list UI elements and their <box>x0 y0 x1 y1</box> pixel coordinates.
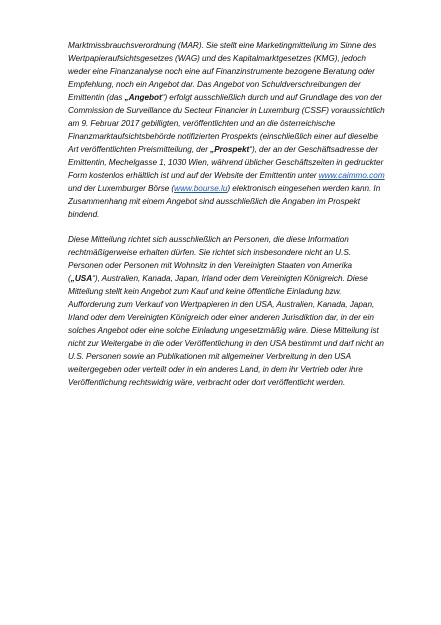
angebot-term: „Angebot <box>124 93 162 102</box>
paragraph-text: “), der an der Geschäftsadresse der Emittentin, Mechelgasse 1, 1030 Wien, während üblicher Geschäftszeiten in gedruckter Form kostenlos erhältlich ist und auf der Website der Emittentin unter <box>68 145 384 180</box>
disclaimer-paragraph-2 <box>68 233 386 389</box>
usa-term: „USA <box>70 274 93 283</box>
paragraph-text: ) elektronisch eingesehen werden kann. In Zusammenhang mit einem Angebot sind ausschließlich die Angaben im Prospekt bindend. <box>68 184 381 219</box>
paragraph-text: Diese Mitteilung richtet sich ausschließlich an Personen, die diese Information rechtmäßigerweise erhalten dürfen. Sie richtet sich insbesondere nicht an U.S. Personen oder Personen mit Wohnsitz in den Vereinigten Staaten von Amerika ( <box>68 235 353 283</box>
paragraph-text: “), Australien, Kanada, Japan, Irland oder dem Vereinigten Königreich. Diese Mitteilung stellt kein Angebot zum Kauf und keine öffentliche Einladung bzw. Aufforderung zum Verkauf von Wertpapieren in den USA, Australien, Kanada, Japan, Irland oder dem Vereinigten Königreich oder einer anderen Jurisdiktion dar, in der ein solches Angebot oder eine solche Einladung ungesetzmäßig wäre. Diese Mitteilung ist nicht zur Weitergabe in die oder Veröffentlichung in den USA bestimmt und darf nicht an U.S. Personen sowie an Publikationen mit allgemeiner Verbreitung in den USA weitergegeben oder verteilt oder in ein anderes Land, in dem ihr Vertrieb oder ihre Veröffentlichung rechtswidrig wäre, verbracht oder dort veröffentlicht werden. <box>68 274 384 387</box>
disclaimer-paragraph-1 <box>68 39 386 221</box>
paragraph-text: und der Luxemburger Börse ( <box>68 184 175 193</box>
prospekt-term: „Prospekt <box>210 145 250 154</box>
caimmo-link[interactable]: www.caimmo.com <box>318 171 385 180</box>
bourse-link[interactable]: www.bourse.lu <box>174 184 228 193</box>
paragraph-text: “) erfolgt ausschließlich durch und auf Grundlage des von der Commission de Surveillance du Secteur Financier in Luxemburg (CSSF) voraussichtlich am 9. Februar 2017 gebilligten, veröffentlichten und an die österreichische Finanzmarktaufsichtsbehörde notifizierten Prospekts (einschließlich einer auf dieselbe Art veröffentlichten Preismitteilung, der <box>68 93 385 154</box>
paragraph-text: Marktmissbrauchsverordnung (MAR). Sie stellt eine Marketingmitteilung im Sinne des Wertpapieraufsichtsgesetzes (WAG) und des Kapitalmarktgesetzes (KMG), jedoch weder eine Finanzanalyse noch eine auf Finanzinstrumente bezogene Beratung oder Empfehlung, noch ein Angebot dar. Das Angebot von Schuldverschreibungen der Emittentin (das <box>68 41 377 102</box>
